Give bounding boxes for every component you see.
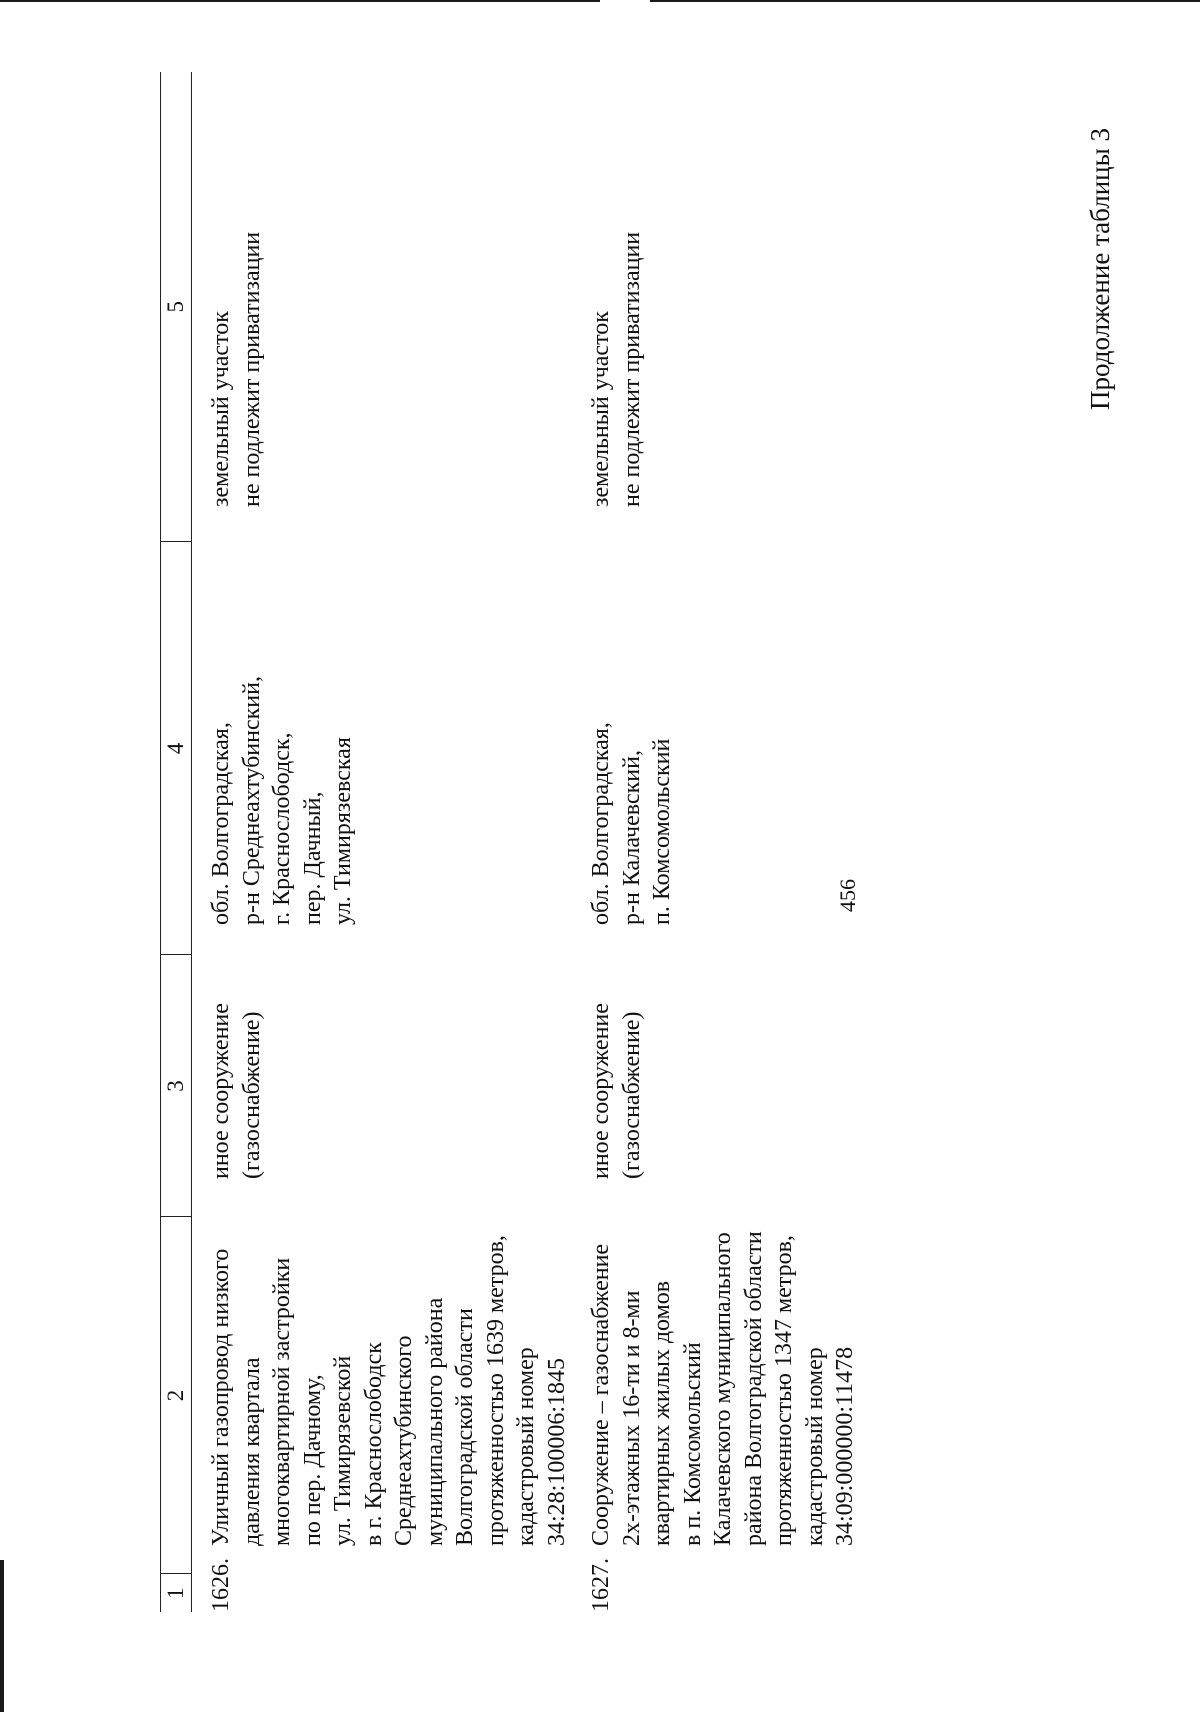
- object-name: Уличный газопровод низкого давления квартала многоквартирной застройки по пер. Дачному, ул. Тимирязевской в г. Краснослободск Среднеахтубинского муниципального района Волгоградской области протяженностью 1639 метров, кадастровый номер 34:28:100006:1845: [208, 1235, 570, 1546]
- object-address: обл. Волгоградская, р-н Калачевский, п. Комсомольский: [588, 722, 675, 925]
- object-name: Сооружение – газоснабжение 2х-этажных 16-ти и 8-ми квартирных жилых домов в п. Комсомольский Калачевского муниципального района Волгоградской области протяженностью 1347 метров, кадастровый номер 34:09:000000:11478: [588, 1231, 858, 1546]
- object-type: иное сооружение (газоснабжение): [208, 1003, 265, 1179]
- column-header-2: 2: [161, 1217, 192, 1574]
- column-header-1: 1: [161, 1574, 192, 1612]
- object-note: земельный участок не подлежит приватизации: [588, 231, 645, 507]
- column-header-5: 5: [161, 72, 192, 542]
- table-continuation-caption: Продолжение таблицы 3: [1085, 128, 1115, 410]
- object-address: обл. Волгоградская, р-н Среднеахтубинский, г. Краснослободск, пер. Дачный, ул. Тимирязевская: [208, 676, 356, 925]
- table-row: [572, 72, 861, 1612]
- table-header-row: [161, 72, 192, 1612]
- table-row: [192, 72, 573, 1612]
- column-header-4: 4: [161, 542, 192, 955]
- property-table: [160, 72, 861, 1612]
- object-type: иное сооружение (газоснабжение): [588, 1003, 645, 1179]
- row-number: 1627.: [588, 1558, 614, 1612]
- column-header-3: 3: [161, 955, 192, 1217]
- object-note: земельный участок не подлежит приватизации: [208, 231, 265, 507]
- page-number: 456: [835, 879, 860, 912]
- row-number: 1626.: [208, 1558, 234, 1612]
